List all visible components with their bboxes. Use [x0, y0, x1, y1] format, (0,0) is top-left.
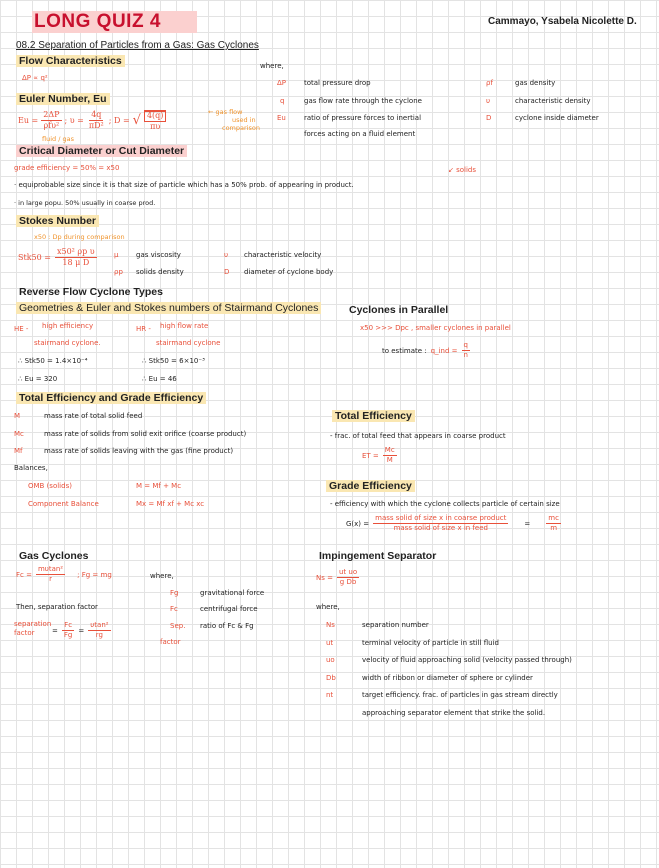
impinge-term-desc: target efficiency. frac. of particles in gas stream directly	[362, 691, 558, 699]
stokes-term-sym: D	[224, 268, 230, 276]
gas-term-desc: ratio of Fc & Fg	[200, 622, 254, 630]
gas-then: Then, separation factor	[16, 603, 98, 611]
impinge-num: ut uo	[338, 568, 358, 576]
grade-eff-heading: Grade Efficiency	[326, 480, 415, 492]
critical-heading: Critical Diameter or Cut Diameter	[16, 145, 187, 157]
stokes-term-desc: solids density	[136, 268, 184, 276]
parallel-estimate-label: to estimate :	[382, 346, 427, 355]
critical-line1: · equiprobable size since it is that size of particle which has a 50% prob. of appearing in product.	[14, 181, 354, 189]
total-eff-lhs: ET =	[362, 451, 379, 460]
gas-sep-num1: Fc	[64, 621, 73, 629]
euler-note-used: used in	[232, 116, 256, 124]
reverse-sub: Geometries & Euler and Stokes numbers of Stairmand Cyclones	[16, 302, 321, 314]
impinge-term-sym: Db	[326, 674, 336, 682]
critical-solids-note: ↙ solids	[448, 166, 476, 174]
grade-eff-eq2: =	[524, 519, 531, 528]
stokes-term-desc: characteristic velocity	[244, 251, 322, 259]
impinge-term-desc: velocity of fluid approaching solid (velocity passed through)	[362, 656, 572, 664]
impinge-den: g Db	[339, 578, 357, 586]
euler-note-gas: ← gas flow	[208, 108, 243, 116]
flow-right-desc: characteristic density	[515, 97, 591, 105]
flow-formula: ΔP ∝ q²	[22, 74, 48, 82]
grade-eff-num2: mc	[548, 514, 559, 522]
stokes-term-sym: ρp	[114, 268, 123, 276]
flow-heading: Flow Characteristics	[16, 55, 125, 67]
flow-where: where,	[260, 62, 284, 70]
gas-term-sym: Fc	[170, 605, 178, 613]
gas-term-desc: centrifugal force	[200, 605, 258, 613]
flow-term-sym: q	[280, 97, 285, 105]
grade-eff-den2: m	[550, 524, 558, 532]
gas-fc-lhs: Fc =	[16, 570, 32, 579]
stokes-term-sym: υ	[224, 251, 229, 259]
total-eff-den: M	[386, 456, 393, 464]
gas-sep-den2: rg	[95, 631, 103, 639]
gas-sep-lhs: separation factor	[14, 620, 52, 637]
parallel-line1: x50 >>> Dpc , smaller cyclones in parallel	[360, 324, 511, 332]
topic-heading: 08.2 Separation of Particles from a Gas: Gas Cyclones	[16, 40, 259, 51]
flow-right-sym: D	[486, 114, 492, 122]
he-stk: ∴ Stk50 = 1.4×10⁻⁴	[18, 357, 88, 365]
flow-term-desc: ratio of pressure forces to inertial	[304, 114, 422, 122]
impinge-term-desc: approaching separator element that strike the solid.	[362, 709, 546, 717]
flow-right-sym: ρf	[486, 79, 493, 87]
he-line1: high efficiency	[42, 322, 94, 330]
flow-right-sym: υ	[486, 97, 491, 105]
stokes-term-desc: diameter of cyclone body	[244, 268, 334, 276]
def-sym: Mf	[14, 447, 23, 455]
total-eff-formula	[362, 447, 397, 464]
comp-eq: Mx = Mf xf + Mc xc	[136, 500, 205, 508]
reverse-heading: Reverse Flow Cyclone Types	[19, 286, 163, 298]
d-den: πυ	[150, 122, 161, 131]
flow-right-desc: gas density	[515, 79, 556, 87]
parallel-estimate	[382, 342, 470, 359]
grade-eff-line: - efficiency with which the cyclone collects particle of certain size	[330, 500, 560, 508]
impinge-term-sym: ut	[326, 639, 334, 647]
gas-where: where,	[150, 572, 174, 580]
hr-eu: ∴ Eu = 46	[142, 375, 177, 383]
parallel-q-den: n	[463, 351, 468, 359]
euler-heading: Euler Number, Eu	[16, 93, 110, 105]
impinge-term-sym: Ns	[326, 621, 335, 629]
grade-eff-num: mass solid of size x in coarse product	[375, 514, 507, 522]
eu-den: ρfυ²	[43, 121, 60, 130]
impinge-formula	[316, 569, 359, 586]
stokes-formula	[18, 248, 97, 267]
stokes-heading: Stokes Number	[16, 215, 99, 227]
eu-num: 2ΔP	[43, 110, 60, 119]
gas-fc-den: r	[49, 575, 52, 583]
flow-term-desc: gas flow rate through the cyclone	[304, 97, 422, 105]
grade-eff-den: mass solid of size x in feed	[393, 524, 488, 532]
v-lhs: ; υ =	[64, 116, 84, 125]
impinge-lhs: Ns =	[316, 573, 333, 582]
gas-term-sym: factor	[160, 638, 181, 646]
critical-line2: · in large popu. 50% usually in coarse prod.	[14, 199, 156, 207]
total-eff-num: Mc	[384, 446, 395, 454]
stokes-term-desc: gas viscosity	[136, 251, 181, 259]
euler-note-fluid: fluid / gas	[42, 135, 74, 143]
parallel-heading: Cyclones in Parallel	[349, 304, 449, 316]
impinge-term-sym: nt	[326, 691, 334, 699]
stokes-term-sym: μ	[114, 251, 119, 259]
d-num: 4(q)	[144, 111, 166, 122]
hr-line2: stairmand cyclone	[156, 339, 221, 347]
d-lhs: ; D =	[108, 116, 130, 125]
stokes-lhs: Stk50 =	[18, 253, 51, 262]
stokes-note: x50 : Dp during comparison	[34, 233, 125, 241]
gas-term-sym: Sep.	[170, 622, 186, 630]
gas-sep-den1: Fg	[63, 631, 73, 639]
flow-term-sym: Eu	[277, 114, 286, 122]
gas-fg: ; Fg = mg	[77, 570, 112, 579]
def-desc: mass rate of solids leaving with the gas (fine product)	[44, 447, 234, 455]
parallel-q-lhs: q_ind =	[430, 346, 458, 355]
v-num: 4q	[91, 110, 102, 119]
hr-line1: high flow rate	[160, 322, 209, 330]
balances-label: Balances,	[14, 464, 48, 472]
hr-stk: ∴ Stk50 = 6×10⁻³	[142, 357, 205, 365]
stokes-num: x50² ρp υ	[56, 247, 95, 256]
v-den: πD²	[88, 121, 104, 130]
he-eu: ∴ Eu = 320	[18, 375, 58, 383]
impinge-term-desc: separation number	[362, 621, 429, 629]
stokes-den: 18 μ D	[62, 258, 90, 267]
def-desc: mass rate of solids from solid exit orifice (coarse product)	[44, 430, 247, 438]
euler-note-comp: comparison	[222, 124, 260, 132]
gas-sep-formula: = $\frac{Fc}{Fg}$ = $\frac{\text{υtan²}}{rg}$	[52, 621, 109, 639]
flow-term-sym: ΔP	[277, 79, 287, 87]
critical-formula: grade efficiency = 50% = x50	[14, 164, 120, 172]
total-grade-heading: Total Efficiency and Grade Efficiency	[16, 392, 206, 404]
comp-label: Component Balance	[28, 500, 99, 508]
def-sym: Mc	[14, 430, 24, 438]
quiz-title: LONG QUIZ 4	[32, 11, 197, 33]
flow-term-desc: total pressure drop	[304, 79, 371, 87]
impinge-term-desc: width of ribbon or diameter of sphere or cylinder	[362, 674, 533, 682]
grade-eff-formula	[346, 515, 561, 532]
def-desc: mass rate of total solid feed	[44, 412, 143, 420]
author-name: Cammayo, Ysabela Nicolette D.	[488, 16, 637, 27]
flow-right-desc: cyclone inside diameter	[515, 114, 599, 122]
impinge-where: where,	[316, 603, 340, 611]
impinge-heading: Impingement Separator	[319, 550, 437, 562]
gas-term-sym: Fg	[170, 589, 179, 597]
total-eff-heading: Total Efficiency	[332, 410, 415, 422]
total-eff-line: - frac. of total feed that appears in coarse product	[330, 432, 506, 440]
gas-heading: Gas Cyclones	[19, 550, 89, 562]
he-label: HE -	[14, 325, 29, 333]
eu-lhs: Eu =	[18, 116, 39, 125]
impinge-term-sym: uo	[326, 656, 335, 664]
hr-label: HR -	[136, 325, 151, 333]
he-line2: stairmand cyclone.	[34, 339, 101, 347]
parallel-q-num: q	[463, 341, 468, 349]
omb-eq: M = Mf + Mc	[136, 482, 182, 490]
omb-label: OMB (solids)	[28, 482, 72, 490]
gas-term-desc: gravitational force	[200, 589, 265, 597]
def-sym: M	[14, 412, 21, 420]
gas-sep-num2: υtan²	[90, 621, 109, 629]
impinge-term-desc: terminal velocity of particle in still fluid	[362, 639, 499, 647]
euler-formula: Eu = $\frac{2\Delta P}{\text{ρfυ²}}$ ; υ = $\frac{4q}{\text{πD²}}$ ; D = √ $\frac{4(q)}{\pi\upsilon}$	[18, 110, 166, 131]
gas-fc-num: mυtan²	[37, 565, 64, 573]
grade-eff-lhs: G(x) =	[346, 519, 370, 528]
flow-term-desc: forces acting on a fluid element	[304, 130, 416, 138]
gas-fc-formula	[16, 566, 112, 583]
